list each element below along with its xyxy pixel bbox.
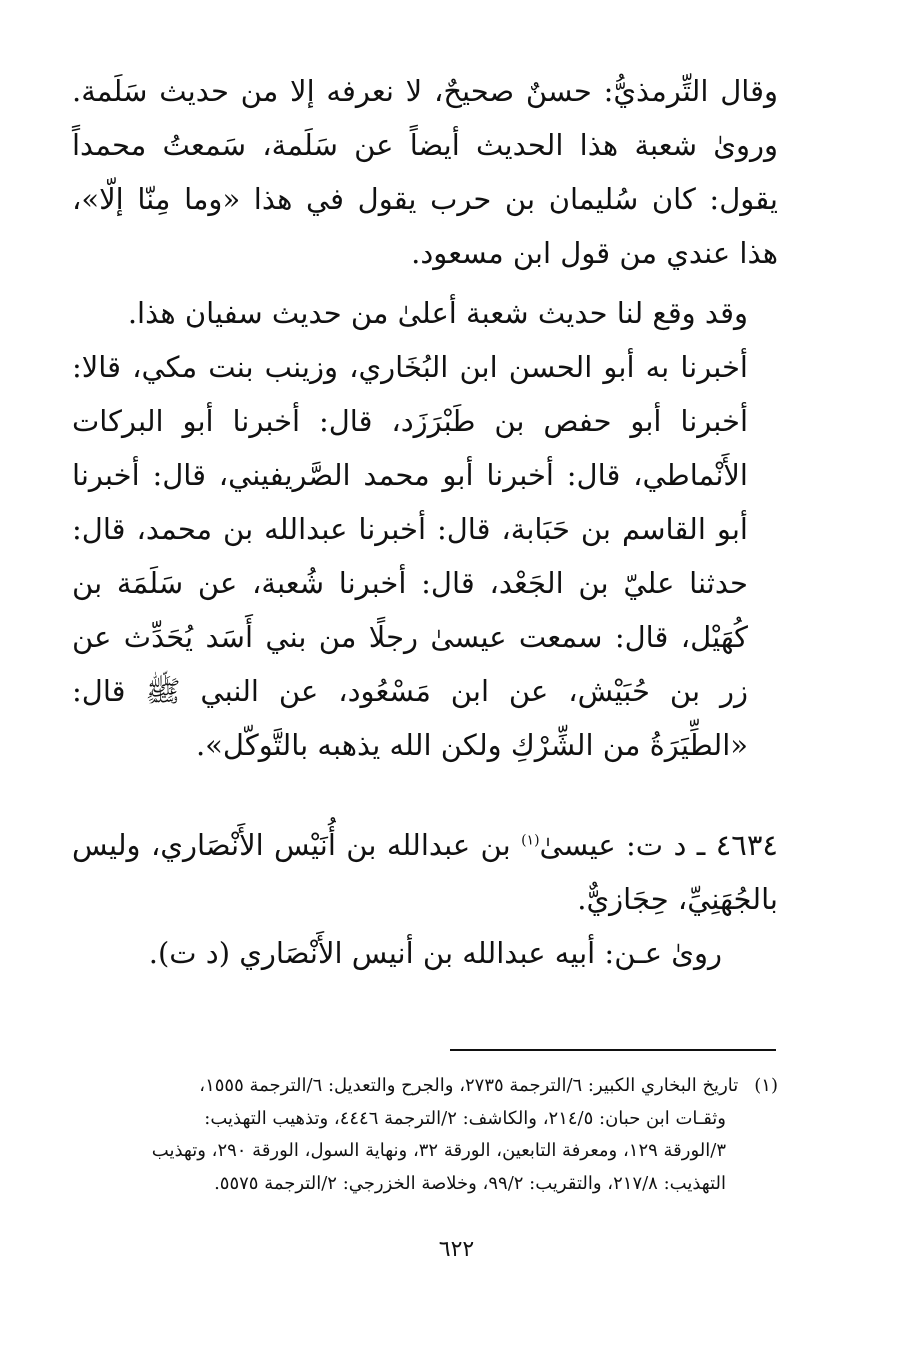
paragraph-isnad: أخبرنا به أبو الحسن ابن البُخَاري، وزينب بنت مكي، قالا: أخبرنا أبو حفص بن طَبْرَزَد، قال: أخبرنا أبو البركات الأَنْماطي، قال: أخبرنا أبو محمد الصَّريفيني، قال: أخبرنا أبو القاسم بن حَبَابة، قال: أخبرنا عبدالله بن محمد، قال: حدثنا عليّ بن الجَعْد، قال: أخبرنا شُعبة، عن سَلَمَة بن كُهَيْل، قال: سمعت عيسىٰ رجلًا من بني أَسَد يُحَدِّث عن زر بن حُبَيْش، عن ابن مَسْعُود، عن النبي ﷺ قال: «الطِّيَرَةُ من الشِّرْكِ ولكن الله يذهبه بالتَّوكّل». [72, 350, 748, 762]
footnote-line: ٣/الورقة ١٢٩، ومعرفة التابعين، الورقة ٣٢، ونهاية السول، الورقة ٢٩٠، وتهذيب [151, 1140, 726, 1161]
entry-heading [72, 818, 778, 926]
footnote-marker[interactable]: (١) [521, 832, 540, 849]
footnote-line: وثقـات ابن حبان: ٢١٤/٥، والكاشف: ٢/الترجمة ٤٤٤٦، وتذهيب التهذيب: [204, 1107, 726, 1129]
main-text [72, 64, 778, 980]
footnote-line [72, 1070, 778, 1103]
paragraph-tirmidhi: وقال التِّرمذيُّ: حسنٌ صحيحٌ، لا نعرفه إلا من حديث سَلَمة. وروىٰ شعبة هذا الحديث أيضاً عن سَلَمة، سَمعتُ محمداً يقول: كان سُليمان بن حرب يقول في هذا «وما مِنّا إلّا»، هذا عندي من قول ابن مسعود. [72, 74, 778, 270]
footnote-number: (١) [754, 1075, 778, 1096]
footnotes [72, 1070, 778, 1200]
entry-heading-rest: بن عبدالله بن أُنَيْس الأَنْصَاري، وليس بالجُهَنِيِّ، حِجَازيٌّ. [72, 828, 778, 916]
footnote-text: تاريخ البخاري الكبير: ٦/الترجمة ٢٧٣٥، والجرح والتعديل: ٦/الترجمة ١٥٥٥، [199, 1075, 739, 1096]
paragraph-shuba: وقد وقع لنا حديث شعبة أعلىٰ من حديث سفيان هذا. [127, 296, 748, 330]
page-number: ٦٢٢ [438, 1237, 475, 1262]
entry-narrates: روىٰ عـن: أبيه عبدالله بن أنيس الأَنْصَاري (د ت). [148, 936, 722, 970]
footnote-divider [450, 1049, 776, 1051]
entry-heading-start: ٤٦٣٤ ـ د ت: عيسىٰ [539, 828, 778, 862]
footnote-line: التهذيب: ٢١٧/٨، والتقريب: ٩٩/٢، وخلاصة الخزرجي: ٢/الترجمة ٥٥٧٥. [214, 1172, 726, 1194]
